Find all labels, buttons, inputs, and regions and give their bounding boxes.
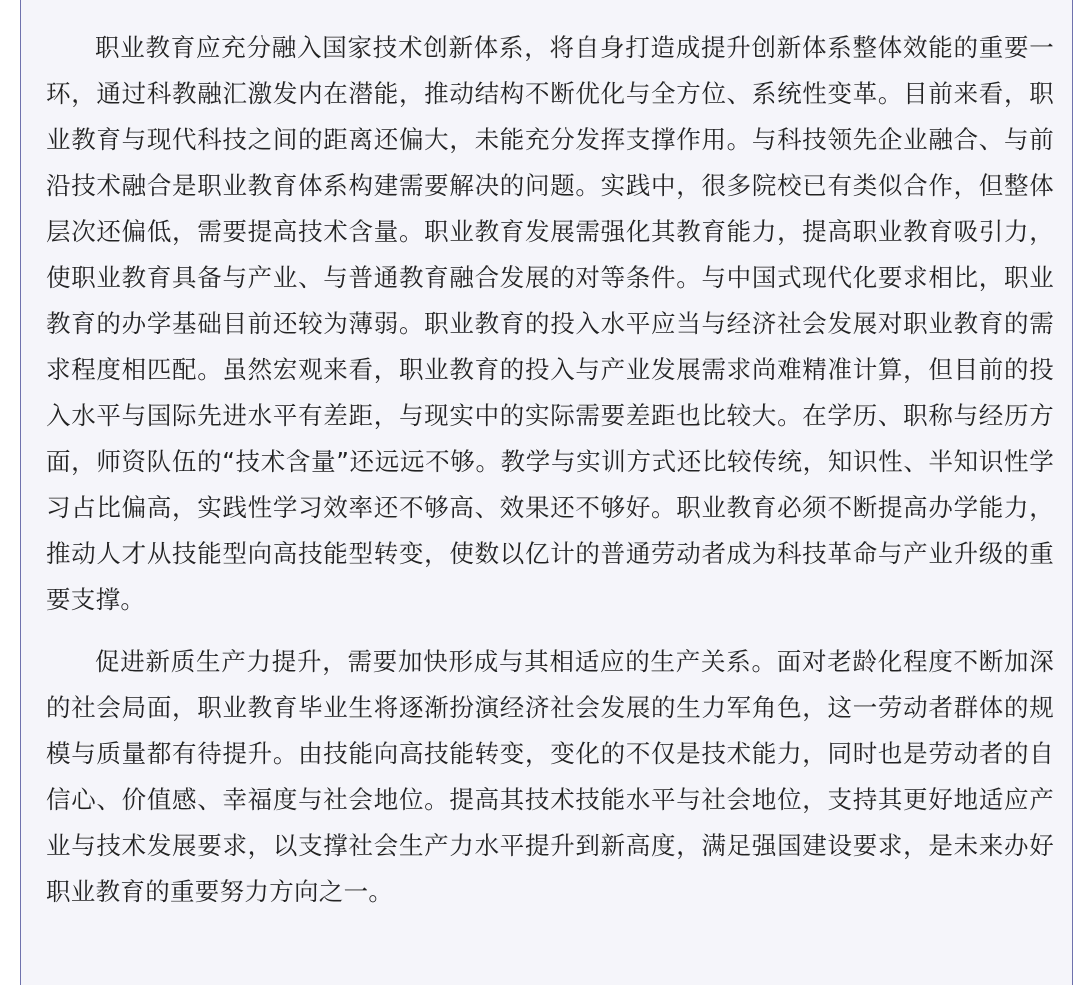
- article-body: [46, 25, 1054, 915]
- article-paragraph-1: 职业教育应充分融入国家技术创新体系，将自身打造成提升创新体系整体效能的重要一环，通过科教融汇激发内在潜能，推动结构不断优化与全方位、系统性变革。目前来看，职业教育与现代科技之间的距离还偏大，未能充分发挥支撑作用。与科技领先企业融合、与前沿技术融合是职业教育体系构建需要解决的问题。实践中，很多院校已有类似合作，但整体层次还偏低，需要提高技术含量。职业教育发展需强化其教育能力，提高职业教育吸引力，使职业教育具备与产业、与普通教育融合发展的对等条件。与中国式现代化要求相比，职业教育的办学基础目前还较为薄弱。职业教育的投入水平应当与经济社会发展对职业教育的需求程度相匹配。虽然宏观来看，职业教育的投入与产业发展需求尚难精准计算，但目前的投入水平与国际先进水平有差距，与现实中的实际需要差距也比较大。在学历、职称与经历方面，师资队伍的“技术含量”还远远不够。教学与实训方式还比较传统，知识性、半知识性学习占比偏高，实践性学习效率还不够高、效果还不够好。职业教育必须不断提高办学能力，推动人才从技能型向高技能型转变，使数以亿计的普通劳动者成为科技革命与产业升级的重要支撑。: [46, 33, 1054, 614]
- article-frame: [20, 0, 1073, 985]
- article-paragraph-2: 促进新质生产力提升，需要加快形成与其相适应的生产关系。面对老龄化程度不断加深的社会局面，职业教育毕业生将逐渐扮演经济社会发展的生力军角色，这一劳动者群体的规模与质量都有待提升。由技能向高技能转变，变化的不仅是技术能力，同时也是劳动者的自信心、价值感、幸福度与社会地位。提高其技术技能水平与社会地位，支持其更好地适应产业与技术发展要求，以支撑社会生产力水平提升到新高度，满足强国建设要求，是未来办好职业教育的重要努力方向之一。: [46, 647, 1054, 906]
